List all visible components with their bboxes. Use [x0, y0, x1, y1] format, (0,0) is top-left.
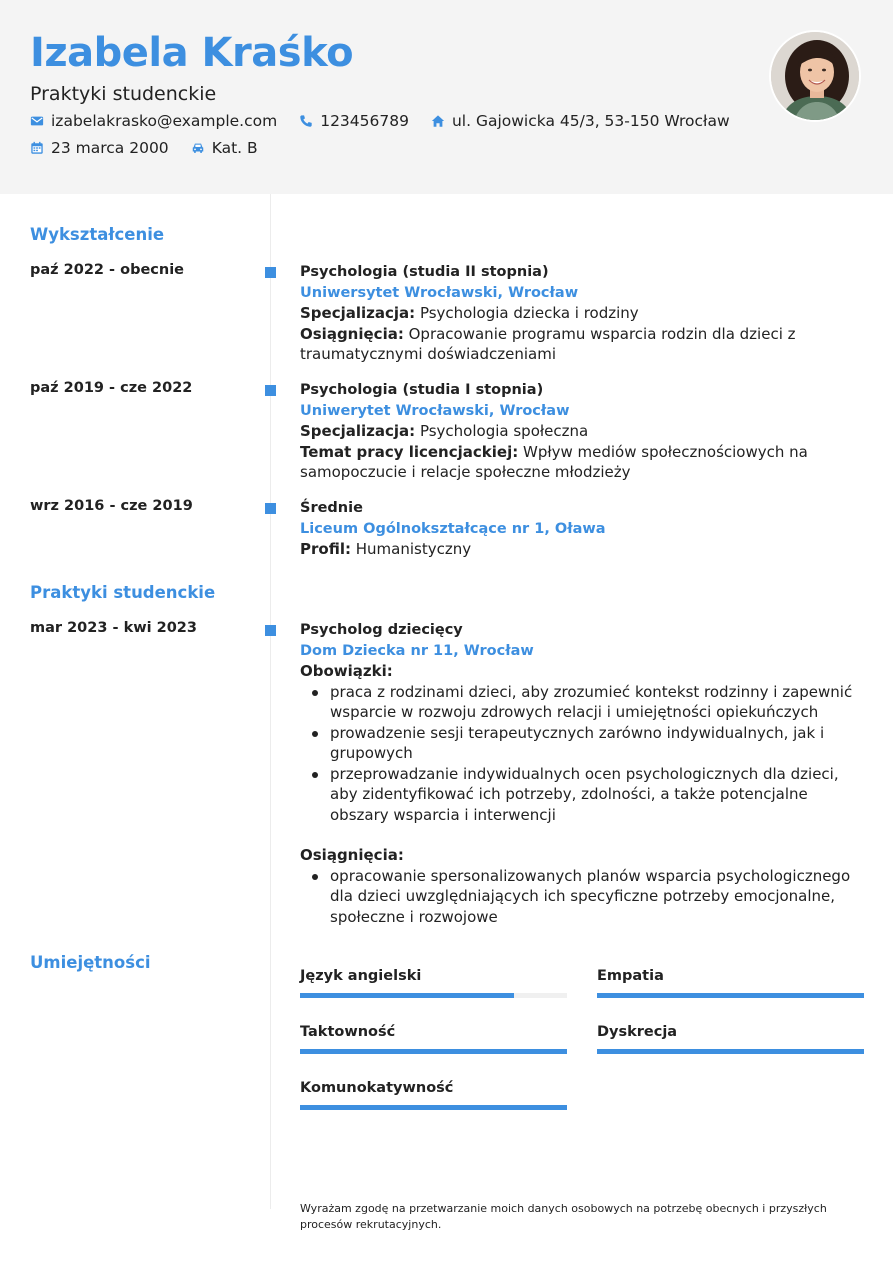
birthdate-text: 23 marca 2000 — [51, 139, 169, 157]
entry-organization: Uniwerytet Wrocławski, Wrocław — [300, 402, 570, 419]
skill-item — [300, 968, 567, 984]
entry-title: Psycholog dziecięcy — [300, 622, 463, 638]
car-icon — [191, 141, 205, 155]
contact-row — [30, 112, 752, 130]
entry-date: wrz 2016 - cze 2019 — [30, 498, 193, 514]
gdpr-consent-clause: Wyrażam zgodę na przetwarzanie moich danych osobowych na potrzebę obecnych i przyszłych procesów rekrutacyjnych. — [300, 1202, 827, 1231]
avatar — [769, 30, 861, 122]
email-item[interactable] — [30, 112, 277, 130]
skill-bar — [300, 993, 567, 998]
address-text: ul. Gajowicka 45/3, 53-150 Wrocław — [451, 112, 730, 130]
timeline-divider — [270, 194, 271, 1209]
detail-value: Humanistyczny — [355, 540, 472, 558]
mail-icon — [30, 114, 44, 128]
skill-bar — [300, 1049, 567, 1054]
skill-bar-fill — [300, 993, 514, 998]
skill-bar — [597, 993, 864, 998]
home-icon — [431, 114, 445, 128]
entry-detail — [300, 303, 863, 324]
achievements-list — [300, 866, 863, 928]
phone-text: 123456789 — [320, 112, 409, 130]
list-item: przeprowadzanie indywidualnych ocen psychologicznych dla dzieci, aby zidentyfikować ich potrzeby, zdolności, a także potencjalne obszary wsparcia i interwencji — [330, 764, 863, 826]
skill-bar — [597, 1049, 864, 1054]
detail-value: Psychologia dziecka i rodziny — [419, 304, 639, 322]
skill-item — [597, 968, 864, 984]
entry-title: Psychologia (studia II stopnia) — [300, 264, 549, 280]
calendar-icon — [30, 141, 44, 155]
entry-organization: Dom Dziecka nr 11, Wrocław — [300, 642, 534, 659]
achievements-label: Osiągnięcia: — [300, 846, 404, 864]
skill-name: Empatia — [597, 968, 664, 984]
timeline-marker — [265, 503, 276, 514]
entry-detail — [300, 539, 863, 560]
entry-detail — [300, 324, 863, 365]
education-section-title: Wykształcenie — [30, 225, 165, 244]
entry-detail — [300, 442, 863, 483]
entry-date: mar 2023 - kwi 2023 — [30, 620, 197, 636]
phone-item[interactable] — [299, 112, 409, 130]
detail-label: Specjalizacja: — [300, 422, 416, 440]
contact-row-2 — [30, 139, 280, 157]
address-item — [431, 112, 730, 130]
skill-bar-fill — [300, 1049, 567, 1054]
skill-item — [300, 1024, 567, 1040]
skill-name: Komunokatywność — [300, 1080, 454, 1096]
birthdate-item — [30, 139, 169, 157]
skill-bar — [300, 1105, 567, 1110]
position-title: Praktyki studenckie — [30, 83, 217, 105]
skill-name: Dyskrecja — [597, 1024, 678, 1040]
skill-bar-fill — [597, 1049, 864, 1054]
duties-label: Obowiązki: — [300, 662, 393, 680]
detail-value: Psychologia społeczna — [419, 422, 589, 440]
skill-item — [300, 1080, 567, 1096]
candidate-name: Izabela Kraśko — [30, 30, 354, 76]
skill-bar-fill — [300, 1105, 567, 1110]
entry-organization: Liceum Ogólnokształcące nr 1, Oława — [300, 520, 606, 537]
list-item: opracowanie spersonalizowanych planów wsparcia psychologicznego dla dzieci uwzględniających ich specyficzne potrzeby emocjonalne, społeczne i rozwojowe — [330, 866, 863, 928]
timeline-marker — [265, 385, 276, 396]
detail-value: Wpływ mediów społecznościowych na samopoczucie i relacje społeczne młodzieży — [300, 442, 808, 481]
detail-label: Osiągnięcia: — [300, 324, 404, 343]
detail-value: Opracowanie programu wsparcia rodzin dla dzieci z traumatycznymi doświadczeniami — [300, 324, 796, 363]
skills-section-title: Umiejętności — [30, 953, 151, 972]
entry-date: paź 2022 - obecnie — [30, 262, 185, 278]
duties-list — [300, 682, 863, 826]
skill-bar-fill — [597, 993, 864, 998]
skill-name: Taktowność — [300, 1024, 396, 1040]
internships-section-title: Praktyki studenckie — [30, 583, 216, 602]
detail-label: Temat pracy licencjackiej: — [300, 442, 519, 461]
timeline-marker — [265, 625, 276, 636]
entry-organization: Uniwersytet Wrocławski, Wrocław — [300, 284, 579, 301]
detail-label: Profil: — [300, 540, 351, 558]
license-item — [191, 139, 258, 157]
phone-icon — [299, 114, 313, 128]
skill-item — [597, 1024, 864, 1040]
detail-label: Specjalizacja: — [300, 304, 416, 322]
entry-title: Średnie — [300, 500, 363, 516]
license-text: Kat. B — [211, 139, 258, 157]
entry-detail — [300, 421, 863, 442]
list-item: praca z rodzinami dzieci, aby zrozumieć kontekst rodzinny i zapewnić wsparcie w rozwoju zdrowych relacji i umiejętności opiekuńczych — [330, 682, 863, 723]
email-text: izabelakrasko@example.com — [51, 112, 278, 130]
entry-title: Psychologia (studia I stopnia) — [300, 382, 544, 398]
entry-date: paź 2019 - cze 2022 — [30, 380, 193, 396]
timeline-marker — [265, 267, 276, 278]
list-item: prowadzenie sesji terapeutycznych zarówno indywidualnych, jak i grupowych — [330, 723, 863, 764]
skill-name: Język angielski — [300, 968, 422, 984]
header — [0, 0, 893, 194]
